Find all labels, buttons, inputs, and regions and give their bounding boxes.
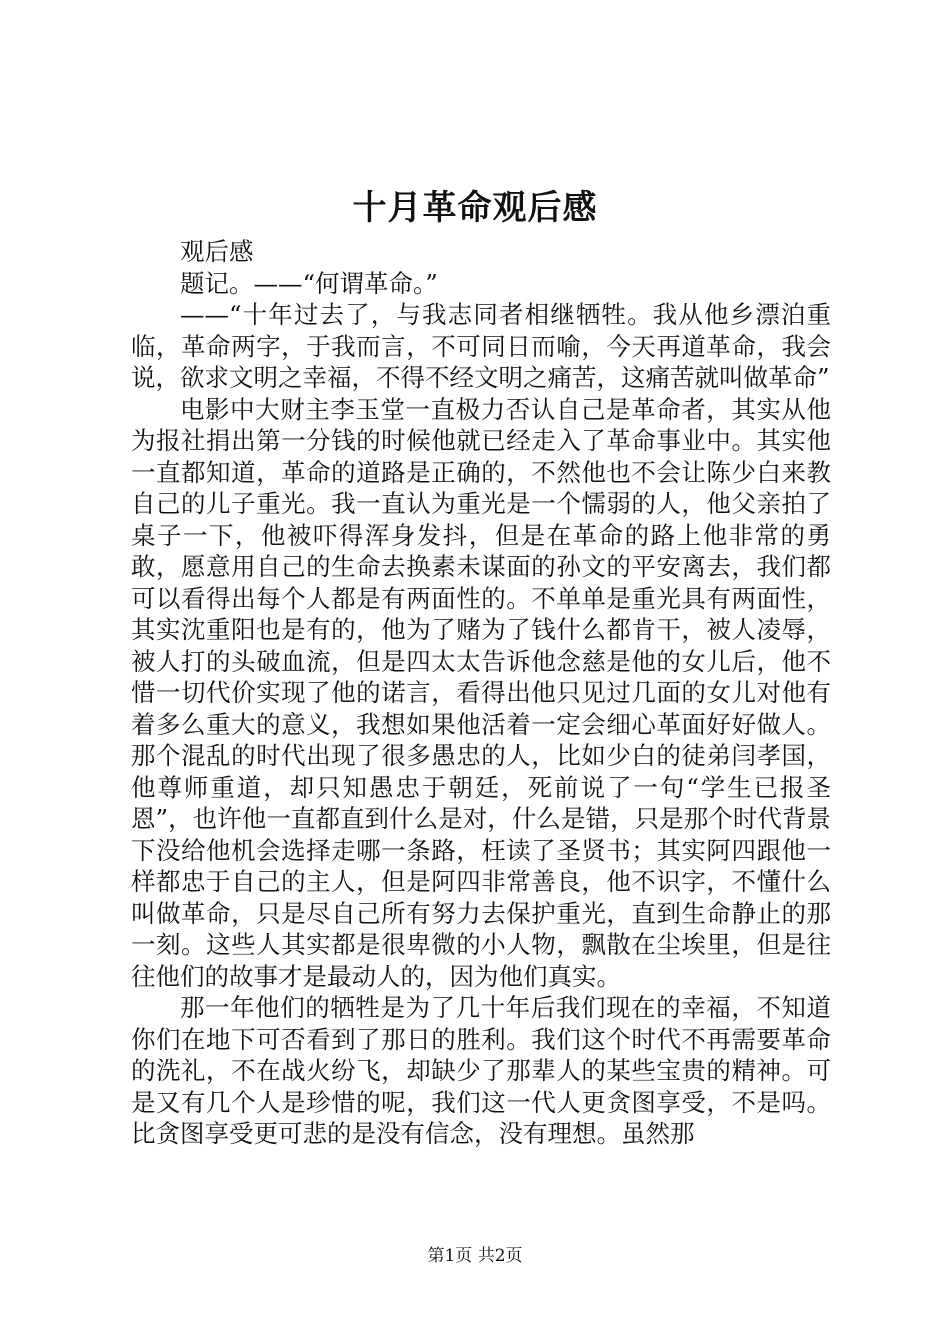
- page-number-footer: 第1页 共2页: [427, 1246, 523, 1266]
- paragraph-subtitle: 观后感: [180, 237, 254, 266]
- document-body: [131, 236, 831, 1150]
- paragraph-body: 那一年他们的牺牲是为了几十年后我们现在的幸福，不知道你们在地下可否看到了那日的胜利。我们这个时代不再需要革命的洗礼，不在战火纷飞，却缺少了那辈人的某些宝贵的精神。可是又有几个人是珍惜的呢，我们这一代人更贪图享受，不是吗。比贪图享受更可悲的是没有信念，没有理想。虽然那: [131, 993, 831, 1148]
- paragraph-body: 电影中大财主李玉堂一直极力否认自己是革命者，其实从他为报社捐出第一分钱的时候他就已经走入了革命事业中。其实他一直都知道，革命的道路是正确的，不然他也不会让陈少白来教自己的儿子重光。我一直认为重光是一个懦弱的人，他父亲拍了桌子一下，他被吓得浑身发抖，但是在革命的路上他非常的勇敢，愿意用自己的生命去换素未谋面的孙文的平安离去，我们都可以看得出每个人都是有两面性的。不单单是重光具有两面性，其实沈重阳也是有的，他为了赌为了钱什么都肯干，被人凌辱，被人打的头破血流，但是四太太告诉他念慈是他的女儿后，他不惜一切代价实现了他的诺言，看得出他只见过几面的女儿对他有着多么重大的意义，我想如果他活着一定会细心革面好好做人。那个混乱的时代出现了很多愚忠的人，比如少白的徒弟闫孝国，他尊师重道，却只知愚忠于朝廷，死前说了一句“学生已报圣恩”，也许他一直都直到什么是对，什么是错，只是那个时代背景下没给他机会选择走哪一条路，枉读了圣贤书；其实阿四跟他一样都忠于自己的主人，但是阿四非常善良，他不识字，不懂什么叫做革命，只是尽自己所有努力去保护重光，直到生命静止的那一刻。这些人其实都是很卑微的小人物，飘散在尘埃里，但是往往他们的故事才是最动人的，因为他们真实。: [131, 394, 831, 991]
- paragraph-quote: ——“十年过去了，与我志同者相继牺牲。我从他乡漂泊重临，革命两字，于我而言，不可同日而喻，今天再道革命，我会说，欲求文明之幸福，不得不经文明之痛苦，这痛苦就叫做革命”: [131, 300, 831, 392]
- paragraph-epigraph: 题记。——“何谓革命。”: [180, 268, 438, 298]
- document-title: 十月革命观后感: [352, 188, 598, 228]
